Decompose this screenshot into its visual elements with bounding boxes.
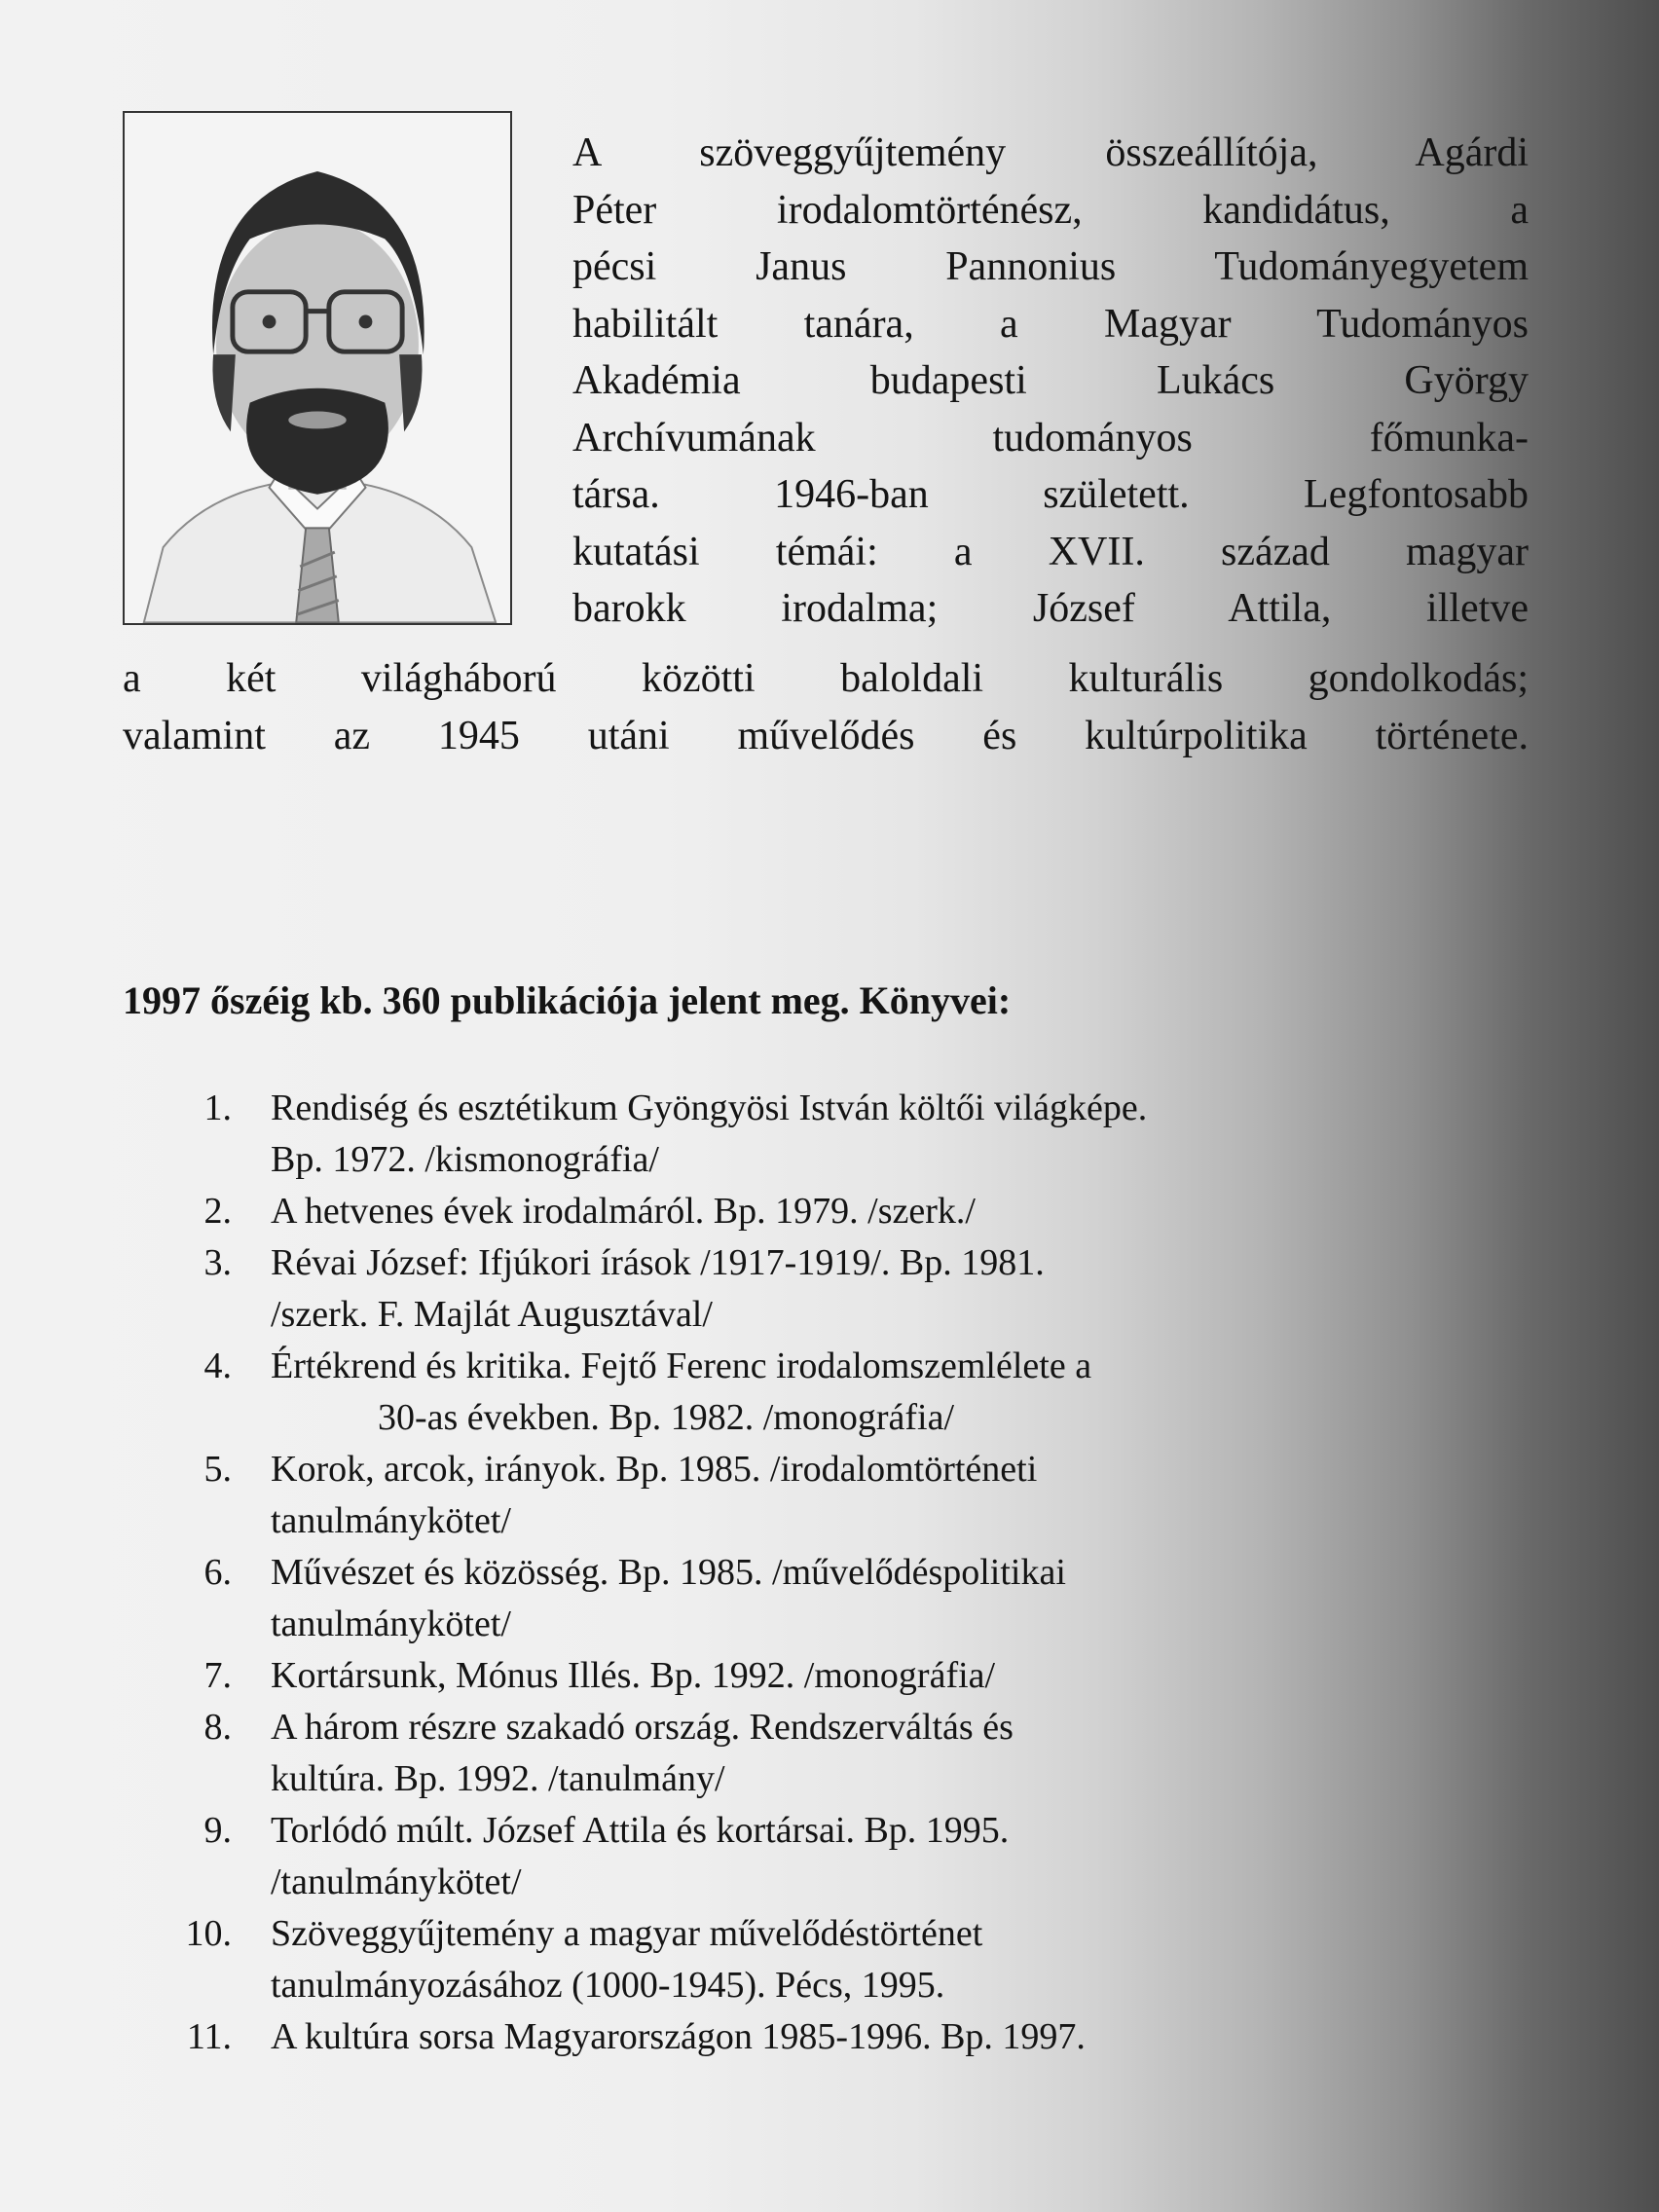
book-line: A kultúra sorsa Magyarországon 1985-1996. Bp. 1997. bbox=[271, 2016, 1086, 2057]
book-number: 9. bbox=[203, 1810, 232, 1851]
bio-line: Archívumának tudományos főmunka- bbox=[572, 415, 1529, 461]
book-line: A hetvenes évek irodalmáról. Bp. 1979. /szerk./ bbox=[271, 1191, 976, 1232]
book-number: 5. bbox=[203, 1449, 232, 1490]
author-portrait-photo bbox=[123, 111, 512, 625]
book-list-item bbox=[123, 1702, 1544, 1805]
book-entry bbox=[271, 1083, 1497, 1186]
bio-line: társa. 1946-ban született. Legfontosabb bbox=[572, 472, 1529, 517]
book-entry bbox=[271, 1237, 1497, 1341]
book-entry bbox=[271, 1702, 1497, 1805]
book-number: 7. bbox=[203, 1655, 232, 1696]
bio-paragraph-beside-photo bbox=[572, 125, 1529, 638]
book-line: 30-as években. Bp. 1982. /monográfia/ bbox=[378, 1397, 955, 1438]
book-list-item bbox=[123, 1650, 1544, 1702]
book-number: 4. bbox=[203, 1346, 232, 1386]
bio-line: a két világháború közötti baloldali kulturális gondolkodás; bbox=[123, 656, 1529, 701]
book-list-item bbox=[123, 1908, 1544, 2011]
bio-line: pécsi Janus Pannonius Tudományegyetem bbox=[572, 244, 1529, 289]
publications-heading: 1997 őszéig kb. 360 publikációja jelent meg. Könyvei: bbox=[123, 978, 1012, 1022]
bio-line: Péter irodalomtörténész, kandidátus, a bbox=[572, 187, 1529, 233]
book-line: Korok, arcok, irányok. Bp. 1985. /irodalomtörténeti bbox=[271, 1449, 1038, 1490]
book-number: 1. bbox=[203, 1088, 232, 1128]
book-line: Torlódó múlt. József Attila és kortársai. Bp. 1995. bbox=[271, 1810, 1010, 1851]
book-number: 2. bbox=[203, 1191, 232, 1232]
book-line: Művészet és közösség. Bp. 1985. /művelődéspolitikai bbox=[271, 1552, 1066, 1593]
book-list-item bbox=[123, 2011, 1544, 2063]
book-list-item bbox=[123, 1805, 1544, 1908]
book-line: Révai József: Ifjúkori írások /1917-1919/. Bp. 1981. bbox=[271, 1242, 1045, 1283]
book-entry bbox=[271, 2011, 1497, 2063]
book-line: Értékrend és kritika. Fejtő Ferenc irodalomszemlélete a bbox=[271, 1346, 1092, 1386]
book-number: 8. bbox=[203, 1707, 232, 1748]
book-line: Szöveggyűjtemény a magyar művelődéstörténet bbox=[271, 1913, 983, 1954]
book-line: Bp. 1972. /kismonográfia/ bbox=[271, 1139, 659, 1180]
book-line: Rendiség és esztétikum Gyöngyösi István költői világképe. bbox=[271, 1088, 1148, 1128]
book-line: /tanulmánykötet/ bbox=[271, 1862, 522, 1902]
book-list-item bbox=[123, 1186, 1544, 1237]
bio-paragraph-full-width bbox=[123, 650, 1529, 764]
book-list-item bbox=[123, 1547, 1544, 1650]
book-list bbox=[123, 1083, 1544, 2063]
bio-line: kutatási témái: a XVII. század magyar bbox=[572, 529, 1529, 574]
bio-line: valamint az 1945 utáni művelődés és kultúrpolitika története. bbox=[123, 713, 1529, 758]
book-number: 6. bbox=[203, 1552, 232, 1593]
bio-line: A szöveggyűjtemény összeállítója, Agárdi bbox=[572, 130, 1529, 175]
book-list-item bbox=[123, 1237, 1544, 1341]
book-line: tanulmánykötet/ bbox=[271, 1500, 511, 1541]
book-list-item bbox=[123, 1341, 1544, 1444]
book-number: 11. bbox=[186, 2016, 232, 2057]
book-line: Kortársunk, Mónus Illés. Bp. 1992. /monográfia/ bbox=[271, 1655, 996, 1696]
bio-line: Akadémia budapesti Lukács György bbox=[572, 358, 1529, 403]
book-entry bbox=[271, 1341, 1497, 1444]
book-line: tanulmányozásához (1000-1945). Pécs, 1995. bbox=[271, 1965, 945, 2006]
book-line: A három részre szakadó ország. Rendszerváltás és bbox=[271, 1707, 1014, 1748]
bio-line: habilitált tanára, a Magyar Tudományos bbox=[572, 301, 1529, 347]
book-entry bbox=[271, 1547, 1497, 1650]
book-number: 10. bbox=[185, 1913, 232, 1954]
portrait-illustration bbox=[125, 113, 510, 623]
book-entry bbox=[271, 1805, 1497, 1908]
book-entry bbox=[271, 1186, 1497, 1237]
book-entry bbox=[271, 1908, 1497, 2011]
book-list-item bbox=[123, 1444, 1544, 1547]
book-line: tanulmánykötet/ bbox=[271, 1604, 511, 1644]
bio-line: barokk irodalma; József Attila, illetve bbox=[572, 586, 1529, 631]
book-line: /szerk. F. Majlát Augusztával/ bbox=[271, 1294, 713, 1335]
book-line: kultúra. Bp. 1992. /tanulmány/ bbox=[271, 1758, 725, 1799]
book-list-item bbox=[123, 1083, 1544, 1186]
book-number: 3. bbox=[203, 1242, 232, 1283]
book-entry bbox=[271, 1444, 1497, 1547]
book-entry bbox=[271, 1650, 1497, 1702]
